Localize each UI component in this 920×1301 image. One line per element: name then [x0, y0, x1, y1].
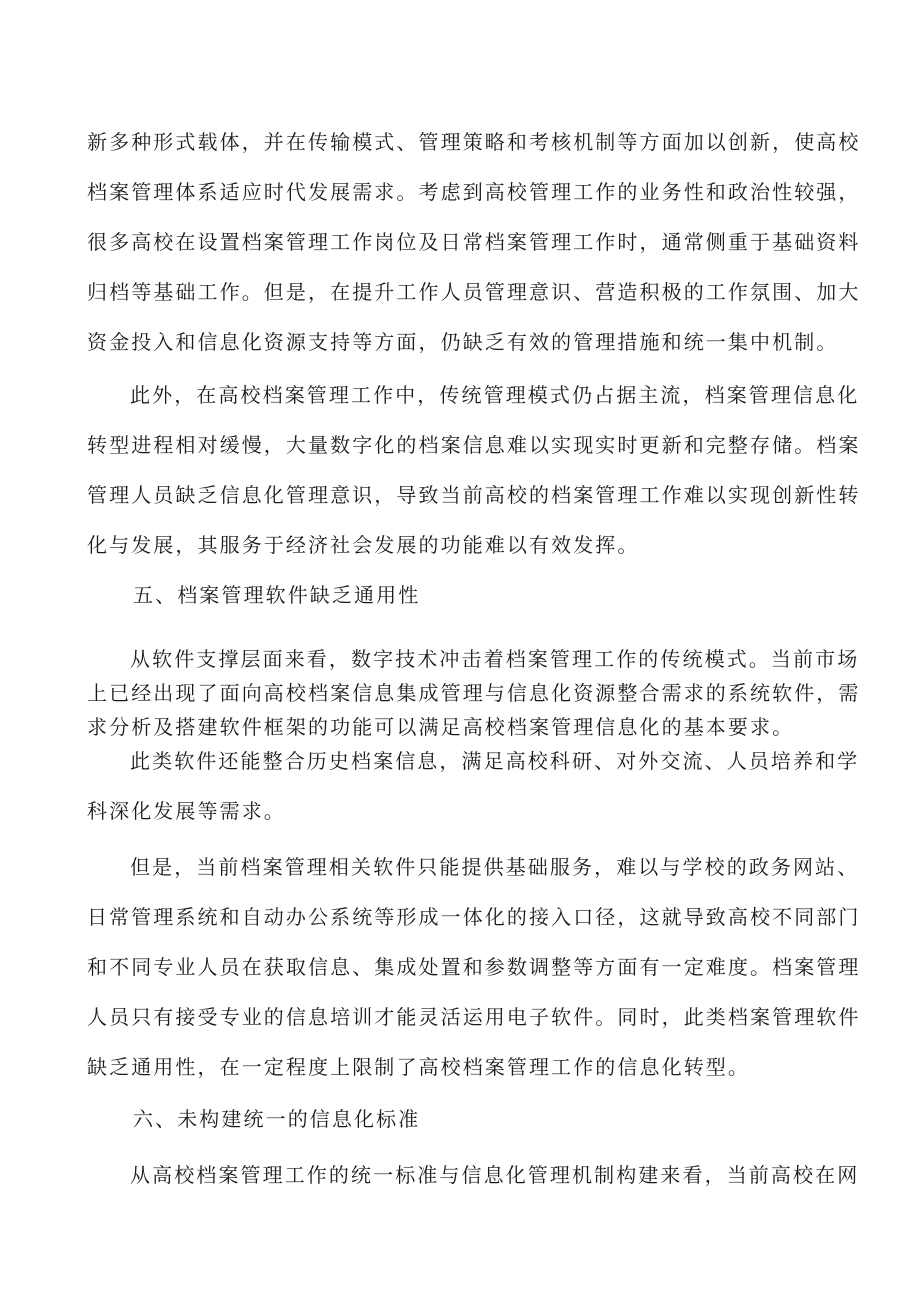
- paragraph-line: 档案管理体系适应时代发展需求。考虑到高校管理工作的业务性和政治性较强，: [87, 180, 861, 204]
- paragraph-software-limitations: [87, 842, 861, 1092]
- paragraph-line: 从高校档案管理工作的统一标准与信息化管理机制构建来看，当前高校在网: [130, 1163, 860, 1187]
- paragraph-software-capabilities: [87, 736, 860, 836]
- paragraph-line: 此外，在高校档案管理工作中，传统管理模式仍占据主流，档案管理信息化: [130, 383, 860, 407]
- paragraph-line: 缺乏通用性，在一定程度上限制了高校档案管理工作的信息化转型。: [87, 1055, 750, 1079]
- paragraph-information-transformation: [87, 370, 861, 570]
- paragraph-line: 从软件支撑层面来看，数字技术冲击着档案管理工作的传统模式。当前市场: [130, 647, 860, 671]
- paragraph-line: 新多种形式载体，并在传输模式、管理策略和考核机制等方面加以创新，使高校: [87, 130, 861, 154]
- section-heading-5: 五、档案管理软件缺乏通用性: [133, 583, 421, 607]
- paragraph-line: 但是，当前档案管理相关软件只能提供基础服务，难以与学校的政务网站、: [130, 855, 860, 879]
- paragraph-line: 很多高校在设置档案管理工作岗位及日常档案管理工作时，通常侧重于基础资料: [87, 230, 861, 254]
- paragraph-line: 归档等基础工作。但是，在提升工作人员管理意识、营造积极的工作氛围、加大: [87, 280, 861, 304]
- paragraph-software-support: [87, 642, 861, 744]
- paragraph-unified-standards: [87, 1150, 860, 1200]
- paragraph-line: 资金投入和信息化资源支持等方面，仍缺乏有效的管理措施和统一集中机制。: [87, 330, 839, 354]
- paragraph-line: 此类软件还能整合历史档案信息，满足高校科研、对外交流、人员培养和学: [130, 749, 860, 773]
- paragraph-continuation: [87, 117, 861, 367]
- paragraph-line: 科深化发展等需求。: [87, 799, 286, 823]
- paragraph-line: 和不同专业人员在获取信息、集成处置和参数调整等方面有一定难度。档案管理: [87, 955, 861, 979]
- paragraph-line: 上已经出现了面向高校档案信息集成管理与信息化资源整合需求的系统软件，需: [87, 681, 861, 705]
- section-heading-6: 六、未构建统一的信息化标准: [133, 1107, 421, 1131]
- paragraph-line: 转型进程相对缓慢，大量数字化的档案信息难以实现实时更新和完整存储。档案: [87, 433, 861, 457]
- paragraph-line: 求分析及搭建软件框架的功能可以满足高校档案管理信息化的基本要求。: [87, 715, 795, 739]
- paragraph-line: 管理人员缺乏信息化管理意识，导致当前高校的档案管理工作难以实现创新性转: [87, 483, 861, 507]
- paragraph-line: 人员只有接受专业的信息培训才能灵活运用电子软件。同时，此类档案管理软件: [87, 1005, 861, 1029]
- paragraph-line: 日常管理系统和自动办公系统等形成一体化的接入口径，这就导致高校不同部门: [87, 905, 861, 929]
- paragraph-line: 化与发展，其服务于经济社会发展的功能难以有效发挥。: [87, 533, 640, 557]
